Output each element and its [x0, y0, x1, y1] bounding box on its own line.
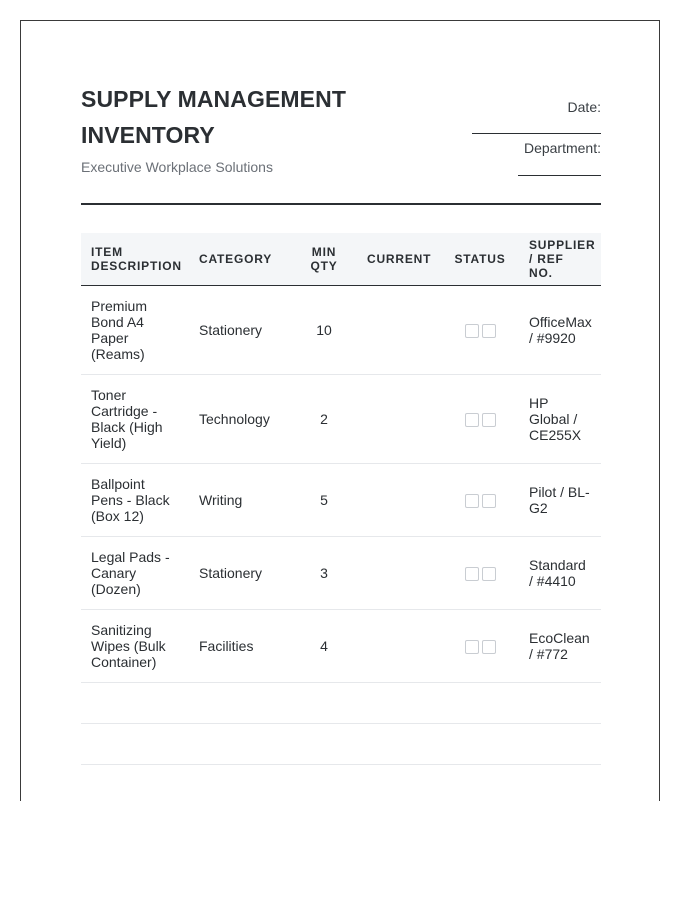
table-row [81, 286, 601, 375]
item-status [441, 286, 519, 375]
status-checkbox-reorder[interactable] [482, 640, 496, 654]
column-header-category: CATEGORY [189, 233, 291, 286]
item-category: Stationery [189, 286, 291, 375]
item-supplier: Pilot / BL-G2 [519, 464, 601, 537]
document-header [81, 81, 601, 205]
column-header-status: STATUS [441, 233, 519, 286]
status-checkbox-reorder[interactable] [482, 494, 496, 508]
status-checkbox-reorder[interactable] [482, 324, 496, 338]
document-title: SUPPLY MANAGEMENT INVENTORY [81, 86, 346, 148]
item-min-qty: 2 [291, 375, 357, 464]
item-supplier: Standard / #4410 [519, 537, 601, 610]
item-current-field[interactable] [357, 464, 441, 537]
empty-table-row[interactable] [81, 683, 601, 724]
item-status [441, 537, 519, 610]
item-category: Technology [189, 375, 291, 464]
column-header-current: CURRENT [357, 233, 441, 286]
item-min-qty: 4 [291, 610, 357, 683]
table-row [81, 464, 601, 537]
item-category: Facilities [189, 610, 291, 683]
item-supplier: OfficeMax / #9920 [519, 286, 601, 375]
item-status [441, 610, 519, 683]
item-current-field[interactable] [357, 610, 441, 683]
item-current-field[interactable] [357, 537, 441, 610]
item-description: Toner Cartridge - Black (High Yield) [81, 375, 189, 464]
item-supplier: HP Global / CE255X [519, 375, 601, 464]
status-checkbox-ok[interactable] [465, 324, 479, 338]
inventory-sheet [20, 20, 660, 801]
item-status [441, 375, 519, 464]
table-body [81, 286, 601, 765]
empty-table-row[interactable] [81, 724, 601, 765]
table-header-row [81, 233, 601, 286]
date-label: Date: [567, 99, 601, 115]
status-checkbox-ok[interactable] [465, 640, 479, 654]
document-subtitle: Executive Workplace Solutions [81, 159, 273, 175]
item-current-field[interactable] [357, 286, 441, 375]
table-row [81, 375, 601, 464]
department-field-line[interactable] [518, 175, 601, 176]
status-checkbox-ok[interactable] [465, 494, 479, 508]
item-description: Sanitizing Wipes (Bulk Container) [81, 610, 189, 683]
item-min-qty: 5 [291, 464, 357, 537]
table-row [81, 610, 601, 683]
table-row [81, 537, 601, 610]
item-description: Premium Bond A4 Paper (Reams) [81, 286, 189, 375]
item-current-field[interactable] [357, 375, 441, 464]
inventory-table [81, 233, 601, 765]
status-checkbox-reorder[interactable] [482, 567, 496, 581]
item-description: Ballpoint Pens - Black (Box 12) [81, 464, 189, 537]
date-field-line[interactable] [472, 133, 601, 134]
column-header-item: ITEM DESCRIPTION [81, 233, 189, 286]
item-min-qty: 3 [291, 537, 357, 610]
table-header [81, 233, 601, 286]
status-checkbox-ok[interactable] [465, 413, 479, 427]
item-min-qty: 10 [291, 286, 357, 375]
item-status [441, 464, 519, 537]
status-checkbox-ok[interactable] [465, 567, 479, 581]
item-category: Writing [189, 464, 291, 537]
column-header-supplier: SUPPLIER / REF NO. [519, 233, 601, 286]
item-description: Legal Pads - Canary (Dozen) [81, 537, 189, 610]
item-category: Stationery [189, 537, 291, 610]
column-header-min-qty: MIN QTY [291, 233, 357, 286]
department-label: Department: [523, 140, 601, 156]
item-supplier: EcoClean / #772 [519, 610, 601, 683]
status-checkbox-reorder[interactable] [482, 413, 496, 427]
